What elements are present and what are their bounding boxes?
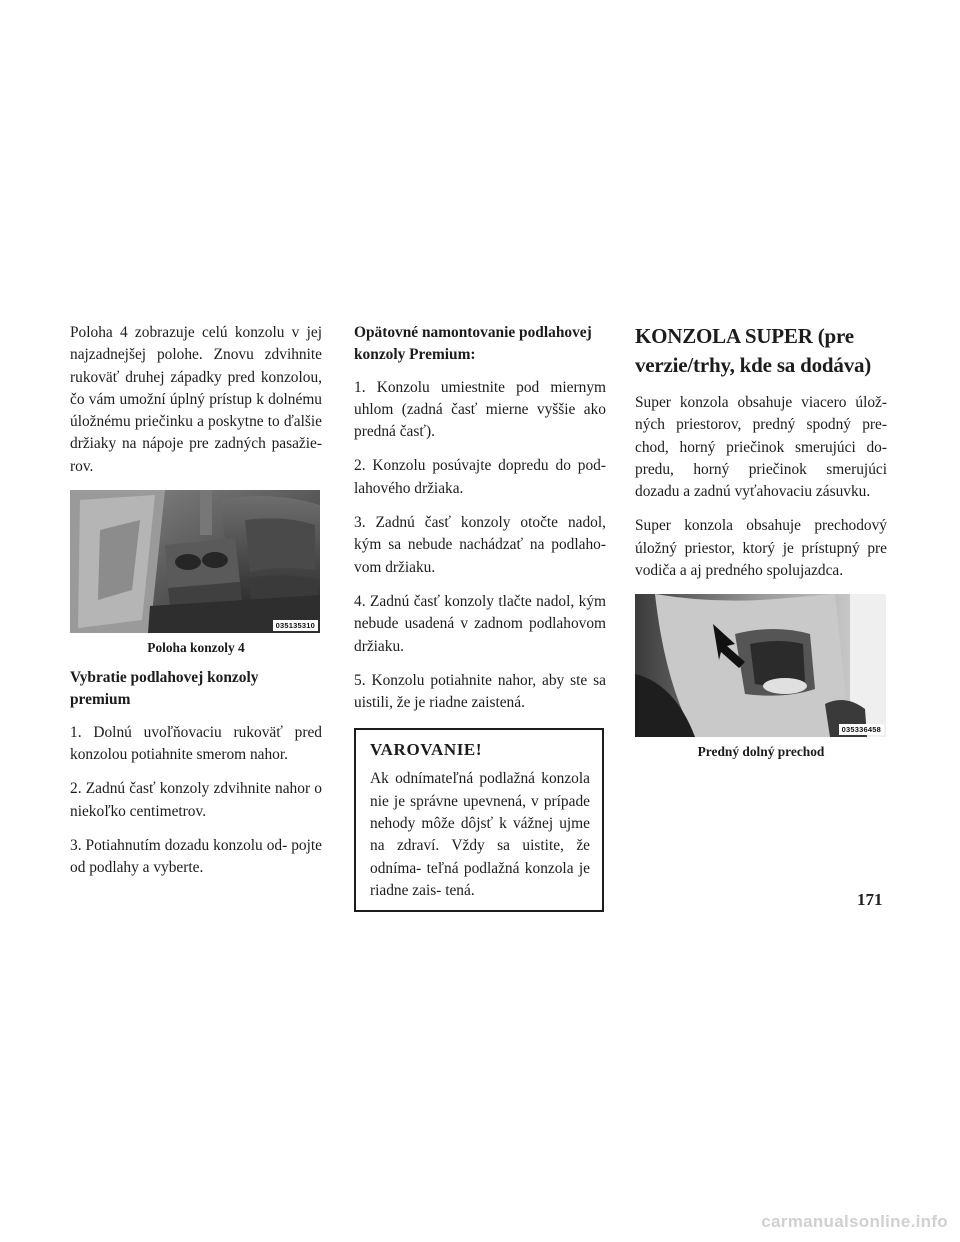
- warning-text: Ak odnímateľná podlažná konzola nie je správne upevnená, v prípade nehody môže dôjsť k vážnej ujme na zdraví. Vždy sa uistite, že odníma- teľná podlažná konzola je riadne zais- tená.: [370, 770, 590, 899]
- figure-id-label: 035135310: [273, 620, 318, 631]
- super-console-paragraph-2: Super konzola obsahuje prechodový úložný priestor, ktorý je prístupný pre vodiča a aj predného spolujazdca.: [635, 517, 887, 580]
- page-number: 171: [857, 890, 883, 909]
- column-middle: [354, 322, 606, 912]
- reinstall-step-5: 5. Konzolu potiahnite nahor, aby ste sa uistili, že je riadne zaistená.: [354, 671, 606, 712]
- remove-step-3: 3. Potiahnutím dozadu konzolu od- pojte od podlahy a vyberte.: [70, 836, 322, 877]
- warning-title: VAROVANIE!: [370, 740, 483, 760]
- remove-step-2: 2. Zadnú časť konzoly zdvihnite nahor o niekoľko centimetrov.: [70, 780, 322, 820]
- remove-step-1: 1. Dolnú uvoľňovaciu rukoväť pred konzolou potiahnite smerom nahor.: [70, 723, 322, 763]
- warning-box: [354, 728, 604, 912]
- section-title: KONZOLA SUPER (pre verzie/trhy, kde sa dodáva): [635, 324, 872, 377]
- reinstall-step-4: 4. Zadnú časť konzoly tlačte nadol, kým nebude usadená v zadnom podlahovom držiaku.: [354, 592, 606, 655]
- figure-caption: Poloha konzoly 4: [147, 640, 245, 656]
- super-console-paragraph-1: Super konzola obsahuje viacero úlož- ných priestorov, predný spodný pre- chod, horný priečinok smerujúci do- predu, horný priečinok smerujúci dozadu a zadnú vyťahovaciu zásuvku.: [635, 394, 887, 501]
- watermark-link[interactable]: carmanualsonline.info: [761, 1212, 948, 1231]
- passthrough-photo-illustration: [635, 594, 886, 737]
- reinstall-step-1: 1. Konzolu umiestnite pod miernym uhlom (zadná časť mierne vyššie ako predná časť).: [354, 378, 606, 441]
- console-position-4-photo: [70, 490, 320, 633]
- figure-console-position-4: [70, 490, 322, 657]
- reinstall-step-3: 3. Zadnú časť konzoly otočte nadol, kým sa nebude nachádzať na podlaho- vom držiaku.: [354, 514, 606, 576]
- figure-front-lower-passthrough: [635, 594, 887, 761]
- figure-caption: Predný dolný prechod: [697, 744, 825, 760]
- reinstall-console-heading: Opätovné namontovanie podlahovej konzoly Premium:: [354, 324, 592, 364]
- reinstall-step-2: 2. Konzolu posúvajte dopredu do pod- lahového držiaka.: [354, 457, 606, 497]
- remove-console-heading: Vybratie podlahovej konzoly premium: [70, 669, 259, 709]
- column-right: [635, 322, 887, 771]
- console-photo-illustration: [70, 490, 320, 633]
- front-passthrough-photo: [635, 594, 886, 737]
- figure-id-label: 035336458: [839, 724, 884, 735]
- column-left: [70, 322, 322, 891]
- intro-paragraph: Poloha 4 zobrazuje celú konzolu v jej najzadnejšej polohe. Znovu zdvihnite rukoväť druhej západky pred konzolou, čo vám umožní úplný prístup k dolnému úložnému priečinku a poskytne to ďalšie držiaky na nápoje pre zadných pasažie- rov.: [70, 324, 322, 475]
